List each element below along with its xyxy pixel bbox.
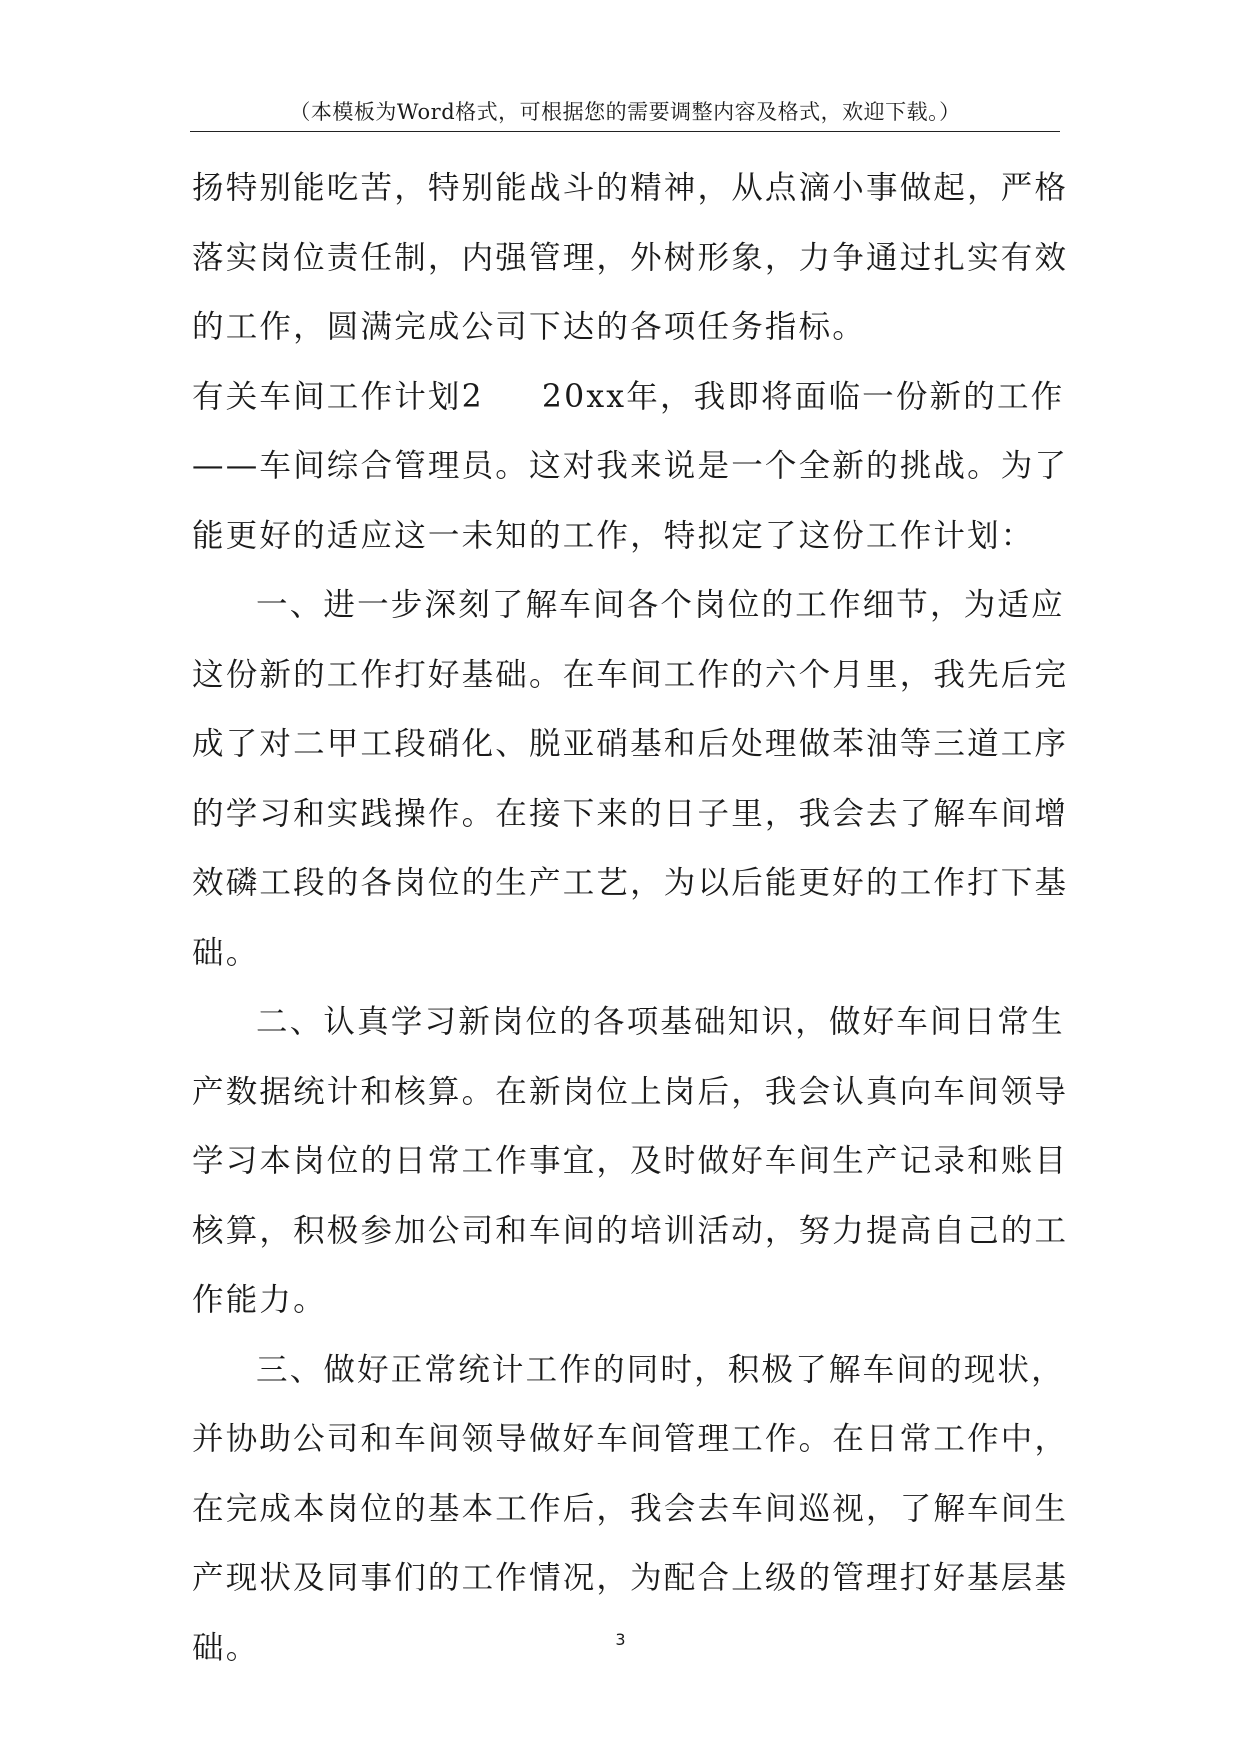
body-line: 这份新的工作打好基础。在车间工作的六个月里，我先后完 bbox=[192, 656, 1069, 693]
paragraph-first-line: 三、做好正常统计工作的同时，积极了解车间的现状， bbox=[256, 1351, 1065, 1388]
body-line: 在完成本岗位的基本工作后，我会去车间巡视，了解车间生 bbox=[192, 1490, 1069, 1527]
body-line: 能更好的适应这一未知的工作，特拟定了这份工作计划： bbox=[192, 517, 1035, 554]
body-line: 的工作，圆满完成公司下达的各项任务指标。 bbox=[192, 309, 867, 345]
body-line: 作能力。 bbox=[192, 1282, 327, 1318]
body-line: 学习本岗位的日常工作事宜，及时做好车间生产记录和账目 bbox=[192, 1143, 1069, 1179]
template-notice: （本模板为Word格式，可根据您的需要调整内容及格式，欢迎下载。） bbox=[289, 100, 961, 124]
paragraph-2 bbox=[192, 988, 1069, 1336]
body-line: 成了对二甲工段硝化、脱亚硝基和后处理做苯油等三道工序 bbox=[192, 726, 1069, 762]
body-line: 础。 bbox=[192, 934, 260, 971]
body-line: 效磷工段的各岗位的生产工艺，为以后能更好的工作打下基 bbox=[192, 865, 1069, 901]
body-line: 核算，积极参加公司和车间的培训活动，努力提高自己的工 bbox=[192, 1212, 1069, 1249]
document-body bbox=[192, 154, 1069, 1683]
paragraph-1 bbox=[192, 571, 1069, 988]
body-line: 扬特别能吃苦，特别能战斗的精神，从点滴小事做起，严格 bbox=[192, 170, 1069, 206]
body-line: 产现状及同事们的工作情况，为配合上级的管理打好基层基 bbox=[192, 1560, 1069, 1596]
body-line: 的学习和实践操作。在接下来的日子里，我会去了解车间增 bbox=[192, 795, 1069, 832]
page-number: 3 bbox=[615, 1630, 626, 1649]
section-first-line: 20xx年，我即将面临一份新的工作 bbox=[541, 378, 1065, 415]
section-heading-line bbox=[192, 363, 1065, 433]
paragraph-first-line: 一、进一步深刻了解车间各个岗位的工作细节，为适应 bbox=[256, 587, 1065, 623]
body-line: 并协助公司和车间领导做好车间管理工作。在日常工作中， bbox=[192, 1421, 1069, 1457]
body-line: 础。 bbox=[192, 1629, 260, 1666]
paragraph-first-line: 二、认真学习新岗位的各项基础知识，做好车间日常生 bbox=[256, 1004, 1065, 1040]
header-divider bbox=[190, 131, 1060, 132]
body-line: 产数据统计和核算。在新岗位上岗后，我会认真向车间领导 bbox=[192, 1073, 1069, 1110]
body-line: 落实岗位责任制，内强管理，外树形象，力争通过扎实有效 bbox=[192, 239, 1069, 276]
section-title: 有关车间工作计划2 bbox=[192, 378, 484, 415]
body-line: ——车间综合管理员。这对我来说是一个全新的挑战。为了 bbox=[192, 448, 1069, 484]
